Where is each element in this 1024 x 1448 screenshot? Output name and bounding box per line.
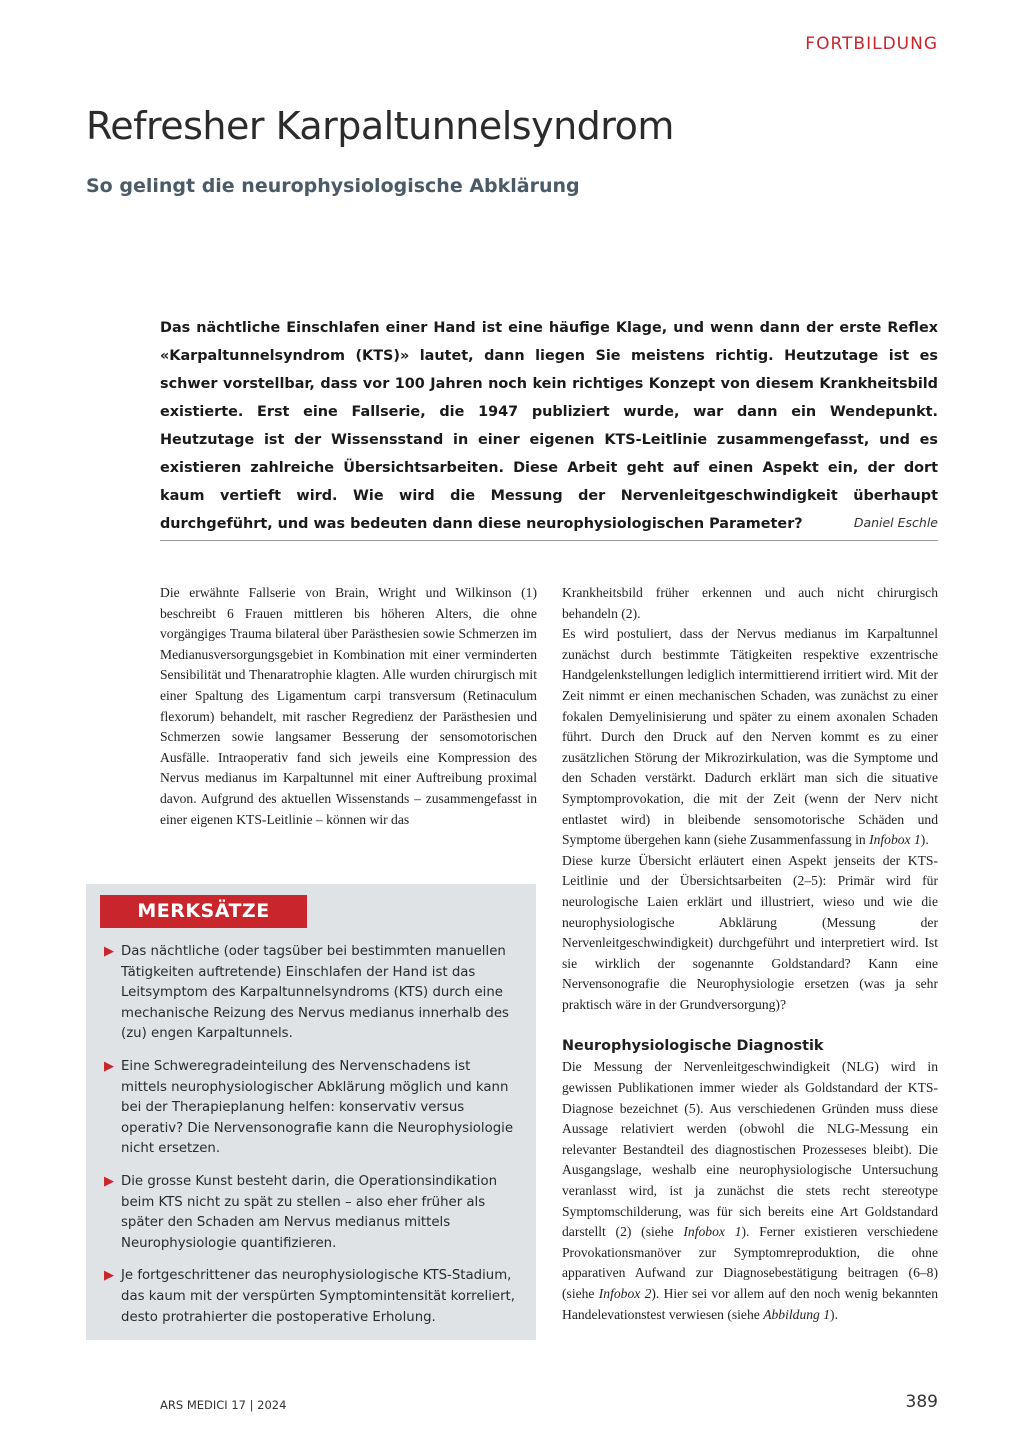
text-segment: ). Ferner existieren verschiedene Provokationsmanöver zur Symptomreproduktion, die ohne apparativen Aufwand zur Diagnosebestätigung beitragen (6–8) (siehe bbox=[562, 1224, 938, 1301]
list-item-text: Je fortgeschrittener das neurophysiologische KTS-Stadium, das kaum mit der verspürten Symptomintensität korreliert, desto protrahierter die postoperative Erholung. bbox=[121, 1268, 515, 1325]
list-item-text: Die grosse Kunst besteht darin, die Operationsindikation beim KTS nicht zu spät zu stellen – also eher früher als später den Schaden am Nervus medianus mittels Neurophysiologie quantifizieren. bbox=[121, 1173, 498, 1251]
text-segment: ). Hier sei vor allem auf den noch wenig bekannten Handelevationstest verwiesen (siehe bbox=[562, 1286, 938, 1322]
body-paragraph bbox=[562, 624, 938, 851]
arrow-right-icon: ▶ bbox=[104, 1173, 114, 1189]
section-subheading: Neurophysiologische Diagnostik bbox=[562, 1038, 824, 1055]
infobox-reference: Infobox 1 bbox=[683, 1224, 742, 1240]
list-item bbox=[104, 942, 516, 1045]
author-name: Daniel Eschle bbox=[853, 515, 938, 530]
merksaetze-heading: MERKSÄTZE bbox=[100, 895, 307, 928]
body-paragraph: Die erwähnte Fallserie von Brain, Wright und Wilkinson (1) beschreibt 6 Frauen mittleren bis höheren Alters, die ohne vorgängiges Trauma bilateral über Parästhesien sowie Schmerzen im Medianusversorgungsgebiet in Kombination mit einer verminderten Sensibilität und Thenaratrophie klagten. Alle wurden chirurgisch mit einer Spaltung des Ligamentum carpi transversum (Retinaculum flexorum) behandelt, mit rascher Regredienz der Parästhesien und Schmerzen sowie langsamer Besserung der sensomotorischen Ausfälle. Intraoperativ fand sich jeweils eine Kompression des Nervus medianus im Karpaltunnel mit einer Auftreibung proximal davon. Aufgrund des aktuellen Wissenstands – zusammengefasst in einer eigenen KTS-Leitlinie – können wir das bbox=[160, 585, 537, 827]
infobox-reference: Infobox 1 bbox=[869, 832, 921, 848]
lead-paragraph: Das nächtliche Einschlafen einer Hand ist eine häufige Klage, und wenn dann der erste Reflex «Karpaltunnelsyndrom (KTS)» lautet, dann liegen Sie meistens richtig. Heutzutage ist es schwer vorstellbar, dass vor 100 Jahren noch kein richtiges Konzept von diesem Krankheitsbild existierte. Erst eine Fallserie, die 1947 publiziert wurde, war dann ein Wendepunkt. Heutzutage ist der Wissensstand in einer eigenen KTS-Leitlinie zusammengefasst, und es existieren zahlreiche Übersichtsarbeiten. Diese Arbeit geht auf einen Aspekt ein, der dort kaum vertieft wird. Wie wird die Messung der Nervenleitgeschwindigkeit überhaupt durchgeführt, und was bedeuten dann diese neurophysiologischen Parameter? bbox=[160, 320, 938, 532]
body-column-right bbox=[562, 583, 938, 1325]
text-segment: ). bbox=[830, 1306, 838, 1322]
body-paragraph: Diese kurze Übersicht erläutert einen Aspekt jenseits der KTS-Leitlinie und der Übersichtsarbeiten (2–5): Primär wird für neurologische Laien erklärt und illustriert, wieso und wie die neurophysiologische Abklärung (Messung der Nervenleitgeschwindigkeit) durchgeführt und interpretiert wird. Ist sie wirklich der sogenannte Goldstandard? Kann eine Nervensonografie die Neurophysiologie ersetzen (was ja sehr praktisch wäre in der Grundversorgung)? bbox=[562, 852, 938, 1012]
merksaetze-list bbox=[104, 942, 516, 1340]
journal-footer: ARS MEDICI 17 | 2024 bbox=[160, 1398, 287, 1412]
list-item bbox=[104, 1266, 516, 1328]
body-paragraph: Krankheitsbild früher erkennen und auch nicht chirurgisch behandeln (2). bbox=[562, 585, 938, 621]
arrow-right-icon: ▶ bbox=[104, 1058, 114, 1074]
divider bbox=[160, 540, 938, 541]
text-segment: ). bbox=[920, 832, 929, 848]
text-segment: Die Messung der Nervenleitgeschwindigkeit (NLG) wird in gewissen Publikationen immer wieder als Goldstandard der KTS-Diagnose bezeichnet (5). Aus verschiedenen Gründen muss diese Aussage relativiert werden (obwohl die NLG-Messung ein relevanter Bestandteil des diagnostischen Prozesseses bleibt). Die Ausgangslage, weshalb eine neurophysiologische Untersuchung veranlasst wird, ist ja zunächst die stets recht stereotype Symptomschilderung, was für sich bereits eine Art Goldstandard darstellt (2) (siehe bbox=[562, 1059, 938, 1240]
list-item bbox=[104, 1057, 516, 1160]
article-subtitle: So gelingt die neurophysiologische Abklärung bbox=[86, 175, 580, 197]
arrow-right-icon: ▶ bbox=[104, 944, 114, 959]
list-item bbox=[104, 1172, 516, 1254]
list-item-text: Das nächtliche (oder tagsüber bei bestimmten manuellen Tätigkeiten auftretende) Einschlafen der Hand ist das Leitsymptom des Karpaltunnelsyndroms (KTS) durch eine mechanische Reizung des Nervus medianus innerhalb des (zu) engen Karpaltunnels. bbox=[121, 944, 509, 1042]
page-number: 389 bbox=[905, 1392, 938, 1412]
figure-reference: Abbildung 1 bbox=[763, 1306, 831, 1322]
arrow-right-icon: ▶ bbox=[104, 1268, 114, 1284]
section-label: FORTBILDUNG bbox=[805, 34, 938, 54]
list-item-text: Eine Schweregradeinteilung des Nervenschadens ist mittels neurophysiologischer Abklärung möglich und kann bei der Therapieplanung helfen: konservativ versus operativ? Die Nervensonografie kann die Neurophysiologie nicht ersetzen. bbox=[121, 1058, 514, 1157]
text-segment: Es wird postuliert, dass der Nervus medianus im Karpaltunnel zunächst durch bestimmte Tätigkeiten respektive exzentrische Handgelenkstellungen lediglich intermittierend irritiert wird. Mit der Zeit nimmt er einen mechanischen Schaden, was zunächst zu einer fokalen Demyelinisierung und später zu einem axonalen Schaden führt. Durch den Druck auf den Nerven kommt es zu einer zusätzlichen Störung der Mikrozirkulation, was die Symptome und den Schaden verstärkt. Dadurch erklärt man sich die situative Symptomprovokation, die mit der Zeit (wenn der Nerv nicht entlastet wird) in bleibende sensomotorische Schäden und Symptome übergehen kann (siehe Zusammenfassung in bbox=[562, 626, 938, 848]
body-column-left bbox=[160, 583, 537, 830]
article-title: Refresher Karpaltunnelsyndrom bbox=[86, 104, 674, 148]
infobox-reference: Infobox 2 bbox=[598, 1286, 652, 1301]
body-paragraph bbox=[562, 1057, 938, 1325]
